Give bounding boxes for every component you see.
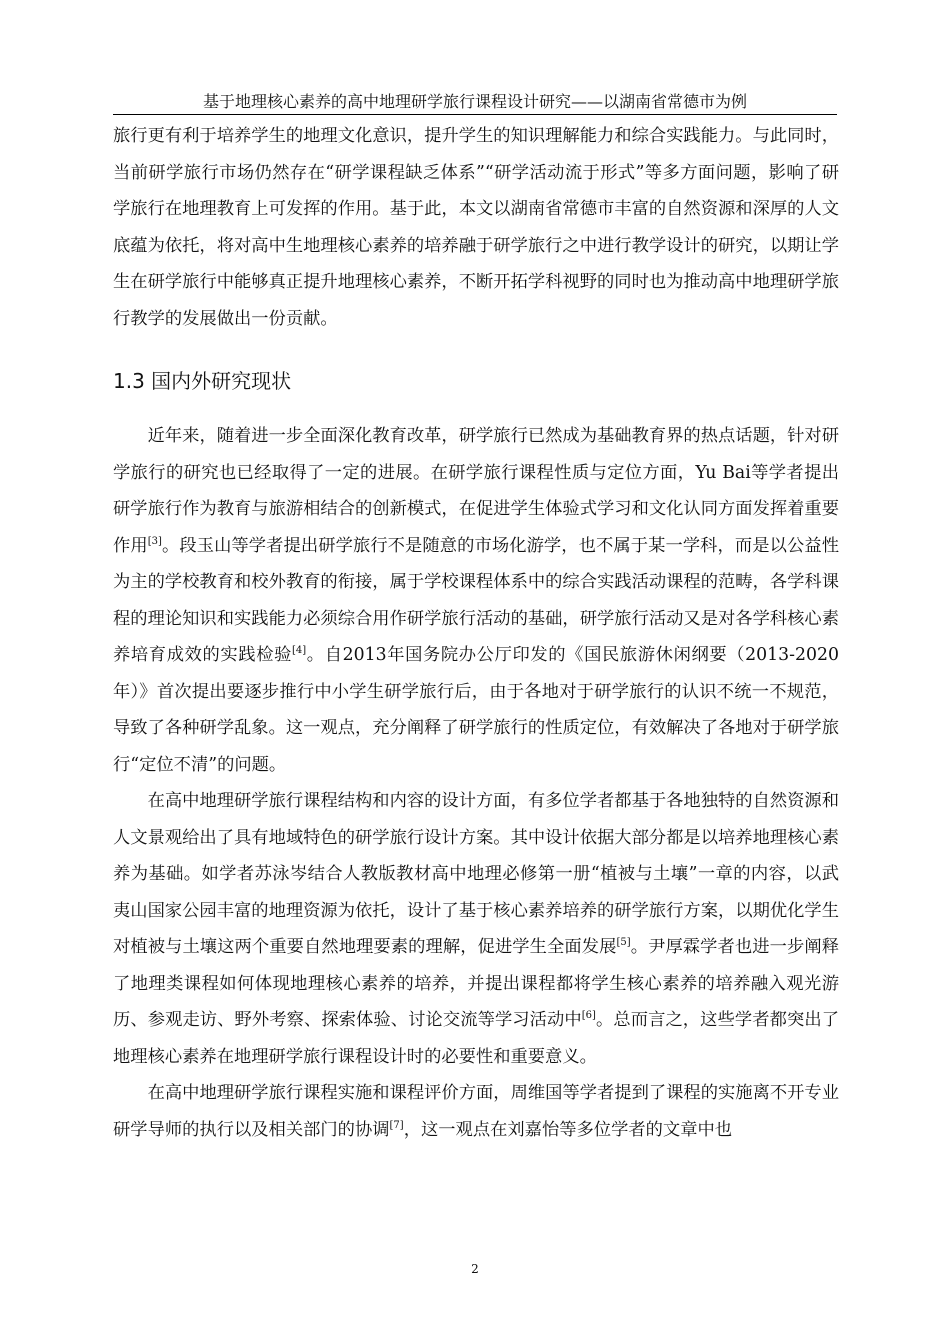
paragraph-text: 在高中地理研学旅行课程实施和课程评价方面，周维国等学者提到了课程的实施离不开专业研学导师的执行以及相关部门的协调 [113,1083,839,1140]
paragraph-research-status [113,418,839,783]
paragraph-text: 。总而言之，这些学者都突出了地理核心素养在地理研学旅行课程设计时的必要性和重要意义。 [113,1010,839,1067]
paragraph-text: 在高中地理研学旅行课程结构和内容的设计方面，有多位学者都基于各地独特的自然资源和人文景观给出了具有地域特色的研学旅行设计方案。其中设计依据大部分都是以培养地理核心素养为基础。如学者苏泳岑结合人教版教材高中地理必修第一册“植被与土壤”一章的内容，以武夷山国家公园丰富的地理资源为依托，设计了基于核心素养培养的研学旅行方案，以期优化学生对植被与土壤这两个重要自然地理要素的理解，促进学生全面发展 [113,791,839,957]
citation-6: [6] [581,1010,596,1021]
paragraph-text: 近年来，随着进一步全面深化教育改革，研学旅行已然成为基础教育界的热点话题，针对研学旅行的研究也已经取得了一定的进展。在研学旅行课程性质与定位方面，Yu Bai等学者提出研学旅行作为教育与旅游相结合的创新模式，在促进学生体验式学习和文化认同方面发挥着重要作用 [113,426,839,556]
section-heading: 1.3 国内外研究现状 [113,369,292,393]
citation-7: [7] [389,1119,404,1131]
page-body [113,118,839,1148]
paragraph-text: 。自2013年国务院办公厅印发的《国民旅游休闲纲要（2013-2020年）》首次提出要逐步推行中小学生研学旅行后，由于各地对于研学旅行的认识不统一不规范，导致了各种研学乱象。这一观点，充分阐释了研学旅行的性质定位，有效解决了各地对于研学旅行“定位不清”的问题。 [113,645,839,775]
citation-4: [4] [292,645,307,656]
citation-3: [3] [147,535,162,547]
paragraph-text: 。段玉山等学者提出研学旅行不是随意的市场化游学，也不属于某一学科，而是以公益性为主的学校教育和校外教育的衔接，属于学校课程体系中的综合实践活动课程的范畴，各学科课程的理论知识和实践能力必须综合用作研学旅行活动的基础，研学旅行活动又是对各学科核心素养培育成效的实践检验 [113,535,839,665]
page-number: 2 [471,1262,479,1276]
paragraph-continuation: 旅行更有利于培养学生的地理文化意识，提升学生的知识理解能力和综合实践能力。与此同时，当前研学旅行市场仍然存在“研学课程缺乏体系”“研学活动流于形式”等多方面问题，影响了研学旅行在地理教育上可发挥的作用。基于此，本文以湖南省常德市丰富的自然资源和深厚的人文底蕴为依托，将对高中生地理核心素养的培养融于研学旅行之中进行教学设计的研究，以期让学生在研学旅行中能够真正提升地理核心素养，不断开拓学科视野的同时也为推动高中地理研学旅行教学的发展做出一份贡献。 [113,126,839,329]
citation-5: [5] [616,937,631,948]
paragraph-course-design [113,783,839,1075]
paragraph-text: 。尹厚霖学者也进一步阐释了地理类课程如何体现地理核心素养的培养，并提出课程都将学生核心素养的培养融入观光游历、参观走访、野外考察、探索体验、讨论交流等学习活动中 [113,937,839,1030]
header-title: 基于地理核心素养的高中地理研学旅行课程设计研究——以湖南省常德市为例 [202,92,747,111]
paragraph-text: ，这一观点在刘嘉怡等多位学者的文章中也 [403,1119,733,1140]
running-header [113,91,837,115]
paragraph-implementation [113,1075,839,1148]
